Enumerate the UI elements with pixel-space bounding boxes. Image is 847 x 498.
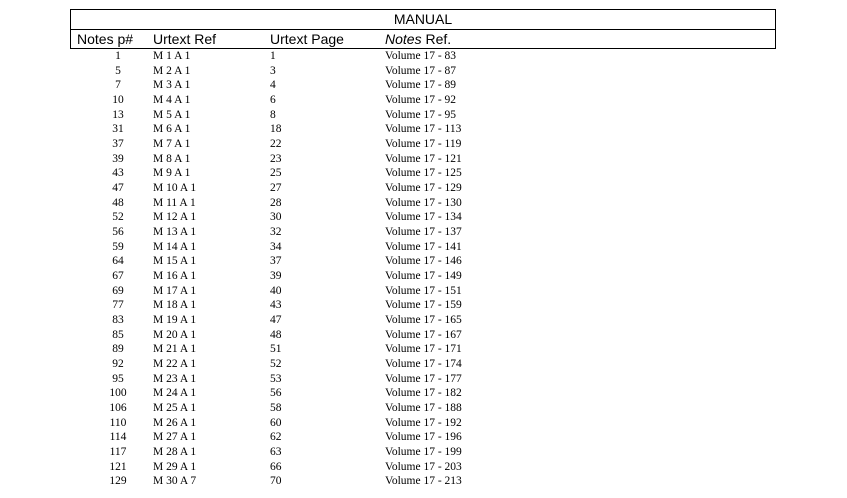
cell-urtext-ref: M 21 A 1 <box>153 343 197 356</box>
cell-notes-ref: Volume 17 - 199 <box>385 446 462 459</box>
table-row <box>0 328 847 343</box>
cell-notes-ref: Volume 17 - 129 <box>385 182 462 195</box>
cell-urtext-ref: M 2 A 1 <box>153 64 191 77</box>
cell-urtext-page: 34 <box>270 240 282 253</box>
cell-notes-page-number: 89 <box>112 343 124 356</box>
cell-notes-ref: Volume 17 - 146 <box>385 255 462 268</box>
cell-notes-page-number: 117 <box>109 446 127 459</box>
header-notes-page-number: Notes p# <box>77 31 134 47</box>
table-row <box>0 313 847 328</box>
cell-notes-ref: Volume 17 - 174 <box>385 358 462 371</box>
cell-notes-ref: Volume 17 - 159 <box>385 299 462 312</box>
table-row <box>0 64 847 79</box>
table-row <box>0 137 847 152</box>
cell-urtext-ref: M 29 A 1 <box>153 460 197 473</box>
cell-urtext-ref: M 8 A 1 <box>153 152 191 165</box>
table-row <box>0 445 847 460</box>
cell-notes-ref: Volume 17 - 196 <box>385 431 462 444</box>
cell-urtext-ref: M 12 A 1 <box>153 211 197 224</box>
cell-notes-ref: Volume 17 - 151 <box>385 284 462 297</box>
cell-urtext-ref: M 11 A 1 <box>153 196 196 209</box>
cell-urtext-page: 66 <box>270 460 282 473</box>
cell-urtext-page: 51 <box>270 343 282 356</box>
cell-notes-ref: Volume 17 - 165 <box>385 314 462 327</box>
cell-notes-page-number: 69 <box>112 284 124 297</box>
manual-header-table <box>70 9 776 49</box>
table-row <box>0 166 847 181</box>
table-row <box>0 152 847 167</box>
cell-urtext-page: 6 <box>270 94 276 107</box>
header-notes-ref <box>385 30 451 48</box>
cell-notes-page-number: 31 <box>112 123 124 136</box>
cell-urtext-ref: M 15 A 1 <box>153 255 197 268</box>
header-urtext-page: Urtext Page <box>270 31 344 47</box>
cell-notes-ref: Volume 17 - 119 <box>385 138 462 151</box>
cell-notes-ref: Volume 17 - 125 <box>385 167 462 180</box>
table-row <box>0 269 847 284</box>
cell-notes-ref: Volume 17 - 192 <box>385 416 462 429</box>
cell-urtext-ref: M 4 A 1 <box>153 94 191 107</box>
cell-urtext-ref: M 16 A 1 <box>153 270 197 283</box>
cell-notes-page-number: 110 <box>109 416 127 429</box>
cell-urtext-ref: M 6 A 1 <box>153 123 191 136</box>
manual-title: MANUAL <box>71 10 775 30</box>
cell-notes-ref: Volume 17 - 213 <box>385 475 462 488</box>
cell-urtext-ref: M 30 A 7 <box>153 475 197 488</box>
cell-notes-ref: Volume 17 - 95 <box>385 108 457 121</box>
cell-notes-page-number: 48 <box>112 196 124 209</box>
cell-notes-page-number: 56 <box>112 226 124 239</box>
cell-urtext-ref: M 24 A 1 <box>153 387 197 400</box>
cell-notes-page-number: 52 <box>112 211 124 224</box>
cell-urtext-page: 60 <box>270 416 282 429</box>
cell-urtext-page: 30 <box>270 211 282 224</box>
cell-urtext-page: 43 <box>270 299 282 312</box>
cell-notes-ref: Volume 17 - 83 <box>385 50 457 62</box>
cell-notes-ref: Volume 17 - 149 <box>385 270 462 283</box>
cell-urtext-page: 3 <box>270 64 276 77</box>
cell-urtext-ref: M 1 A 1 <box>153 50 191 62</box>
cell-urtext-page: 4 <box>270 79 276 92</box>
table-row <box>0 460 847 475</box>
cell-notes-ref: Volume 17 - 113 <box>385 123 462 136</box>
cell-notes-page-number: 39 <box>112 152 124 165</box>
cell-urtext-ref: M 28 A 1 <box>153 446 197 459</box>
table-row <box>0 181 847 196</box>
table-row <box>0 122 847 137</box>
cell-urtext-ref: M 23 A 1 <box>153 372 197 385</box>
table-row <box>0 240 847 255</box>
header-urtext-ref: Urtext Ref <box>153 31 217 47</box>
cell-urtext-page: 48 <box>270 328 282 341</box>
cell-notes-page-number: 13 <box>112 108 124 121</box>
cell-urtext-page: 22 <box>270 138 282 151</box>
cell-notes-page-number: 77 <box>112 299 124 312</box>
cell-urtext-ref: M 3 A 1 <box>153 79 191 92</box>
table-row <box>0 225 847 240</box>
cell-urtext-ref: M 13 A 1 <box>153 226 197 239</box>
cell-urtext-ref: M 18 A 1 <box>153 299 197 312</box>
cell-urtext-page: 23 <box>270 152 282 165</box>
cell-urtext-page: 25 <box>270 167 282 180</box>
cell-notes-page-number: 100 <box>109 387 127 400</box>
cell-notes-page-number: 114 <box>109 431 127 444</box>
cell-urtext-page: 56 <box>270 387 282 400</box>
table-row <box>0 342 847 357</box>
cell-urtext-page: 53 <box>270 372 282 385</box>
table-row <box>0 401 847 416</box>
cell-urtext-page: 8 <box>270 108 276 121</box>
cell-notes-page-number: 47 <box>112 182 124 195</box>
cell-urtext-page: 37 <box>270 255 282 268</box>
table-row <box>0 430 847 445</box>
cell-notes-ref: Volume 17 - 130 <box>385 196 462 209</box>
cell-urtext-ref: M 19 A 1 <box>153 314 197 327</box>
cell-notes-page-number: 95 <box>112 372 124 385</box>
cell-urtext-ref: M 27 A 1 <box>153 431 197 444</box>
table-row <box>0 210 847 225</box>
table-row <box>0 357 847 372</box>
cell-notes-ref: Volume 17 - 89 <box>385 79 457 92</box>
cell-urtext-page: 70 <box>270 475 282 488</box>
cell-notes-page-number: 1 <box>115 50 121 62</box>
cell-notes-ref: Volume 17 - 188 <box>385 402 462 415</box>
cell-notes-ref: Volume 17 - 167 <box>385 328 462 341</box>
cell-urtext-page: 28 <box>270 196 282 209</box>
cell-urtext-ref: M 5 A 1 <box>153 108 191 121</box>
cell-notes-ref: Volume 17 - 141 <box>385 240 462 253</box>
table-row <box>0 372 847 387</box>
cell-notes-ref: Volume 17 - 121 <box>385 152 462 165</box>
cell-urtext-page: 27 <box>270 182 282 195</box>
cell-notes-ref: Volume 17 - 171 <box>385 343 462 356</box>
table-row <box>0 108 847 123</box>
cell-urtext-page: 63 <box>270 446 282 459</box>
table-row <box>0 298 847 313</box>
cell-urtext-page: 40 <box>270 284 282 297</box>
cell-notes-page-number: 85 <box>112 328 124 341</box>
header-notes-ref-rest: Ref. <box>421 31 452 47</box>
table-row <box>0 254 847 269</box>
cell-notes-page-number: 5 <box>115 64 121 77</box>
cell-urtext-page: 58 <box>270 402 282 415</box>
table-row <box>0 416 847 431</box>
cell-urtext-ref: M 17 A 1 <box>153 284 197 297</box>
cell-urtext-ref: M 7 A 1 <box>153 138 191 151</box>
cell-urtext-ref: M 20 A 1 <box>153 328 197 341</box>
cell-notes-ref: Volume 17 - 203 <box>385 460 462 473</box>
cell-urtext-ref: M 22 A 1 <box>153 358 197 371</box>
cell-urtext-page: 52 <box>270 358 282 371</box>
cell-notes-page-number: 64 <box>112 255 124 268</box>
cell-urtext-page: 32 <box>270 226 282 239</box>
cell-urtext-ref: M 10 A 1 <box>153 182 197 195</box>
cell-notes-ref: Volume 17 - 137 <box>385 226 462 239</box>
cell-notes-page-number: 59 <box>112 240 124 253</box>
cell-notes-page-number: 121 <box>109 460 127 473</box>
cell-urtext-page: 47 <box>270 314 282 327</box>
table-row <box>0 196 847 211</box>
cell-notes-page-number: 37 <box>112 138 124 151</box>
cell-urtext-page: 62 <box>270 431 282 444</box>
cell-notes-ref: Volume 17 - 87 <box>385 64 457 77</box>
cell-notes-ref: Volume 17 - 92 <box>385 94 457 107</box>
table-row <box>0 49 847 64</box>
cell-notes-page-number: 92 <box>112 358 124 371</box>
cell-notes-page-number: 83 <box>112 314 124 327</box>
cell-notes-ref: Volume 17 - 177 <box>385 372 462 385</box>
header-notes-ref-italic: Notes <box>385 31 422 47</box>
manual-rows <box>0 49 847 489</box>
cell-notes-ref: Volume 17 - 182 <box>385 387 462 400</box>
table-row <box>0 474 847 489</box>
table-row <box>0 93 847 108</box>
cell-notes-page-number: 10 <box>112 94 124 107</box>
cell-urtext-page: 18 <box>270 123 282 136</box>
cell-urtext-page: 39 <box>270 270 282 283</box>
cell-urtext-ref: M 25 A 1 <box>153 402 197 415</box>
cell-urtext-page: 1 <box>270 50 276 62</box>
cell-notes-page-number: 7 <box>115 79 121 92</box>
cell-notes-page-number: 106 <box>109 402 127 415</box>
table-row <box>0 78 847 93</box>
table-row <box>0 386 847 401</box>
cell-notes-page-number: 43 <box>112 167 124 180</box>
column-header-row <box>71 30 775 48</box>
cell-notes-ref: Volume 17 - 134 <box>385 211 462 224</box>
cell-urtext-ref: M 14 A 1 <box>153 240 197 253</box>
cell-notes-page-number: 129 <box>109 475 127 488</box>
table-row <box>0 284 847 299</box>
cell-notes-page-number: 67 <box>112 270 124 283</box>
cell-urtext-ref: M 9 A 1 <box>153 167 191 180</box>
cell-urtext-ref: M 26 A 1 <box>153 416 197 429</box>
